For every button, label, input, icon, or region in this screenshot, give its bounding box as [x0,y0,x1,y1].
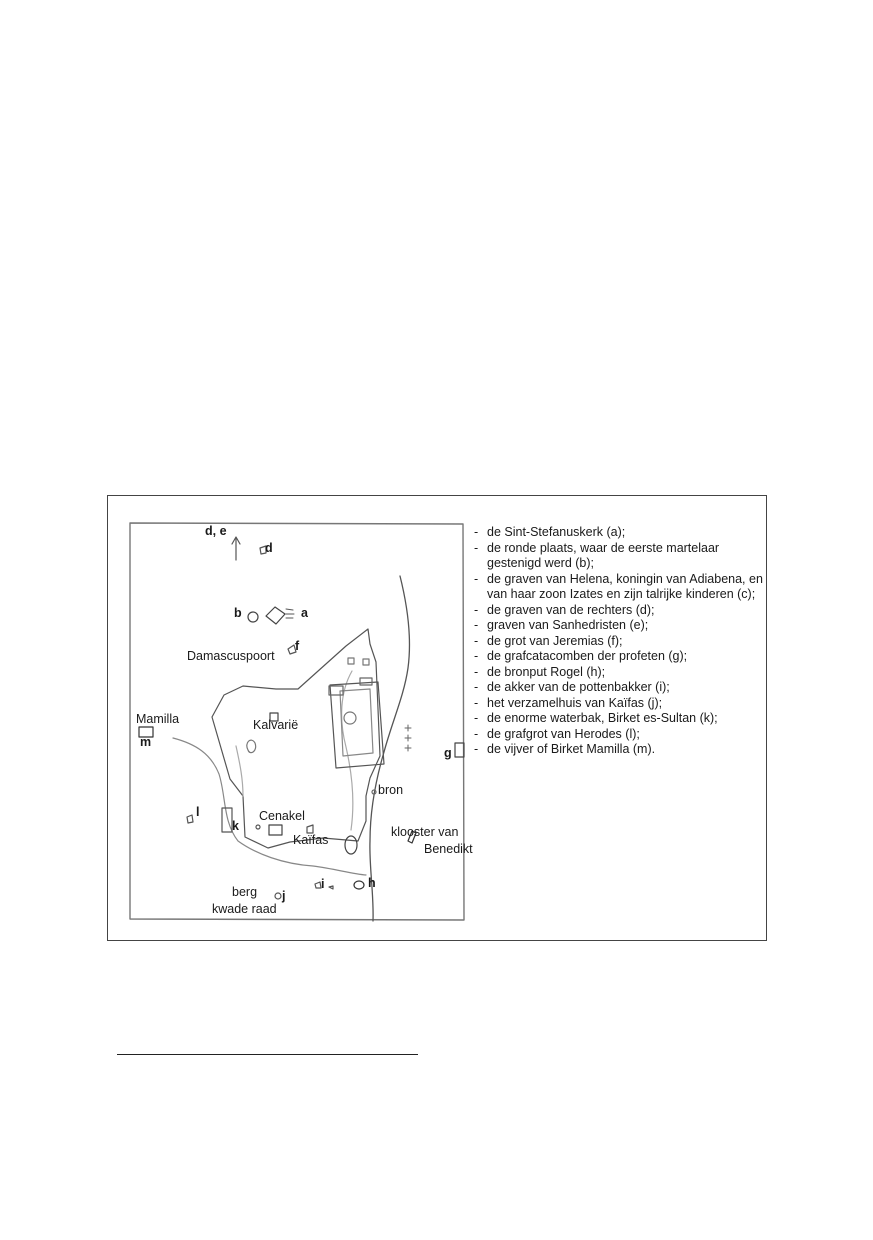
legend-item: - de graven van Helena, koningin van Adiabena, en van haar zoon Izates en zijn talrijke kinderen (c); [474,571,763,601]
map-legend [474,525,766,758]
legend-item: - de bronput Rogel (h); [474,664,606,679]
letter-d: d [265,541,273,555]
letter-a: a [301,606,308,620]
siloam-pool [345,836,357,854]
footnote-rule [117,1054,418,1055]
letter-j: j [282,889,286,903]
kaifas-marker [307,825,313,833]
tomb-g-marker [455,743,464,757]
label-kwade-raad: kwade raad [212,902,277,916]
letter-b: b [234,606,242,620]
label-kaifas: Kaïfas [293,833,329,847]
label-cenakel: Cenakel [259,809,305,823]
tomb-b-marker [248,612,258,622]
legend-item: - de akker van de pottenbakker (i); [474,680,670,694]
legend-item: - graven van Sanhedristen (e); [474,618,649,632]
label-kalvarie: Kalvarië [253,718,299,732]
label-klooster: klooster van [391,825,459,839]
building-n1 [348,658,354,664]
letter-g: g [444,746,452,760]
tomb-l-marker [187,815,193,823]
label-damascuspoort: Damascuspoort [187,649,275,663]
house-j-marker [275,893,281,899]
well-h-marker [354,881,364,889]
label-benedikt: Benedikt [424,842,473,856]
legend-item: - de ronde plaats, waar de eerste martelaar gestenigd werd (b); [474,540,720,570]
label-berg: berg [232,885,258,899]
temple-inner [340,689,373,756]
crosses [405,725,411,751]
temple-dome [344,712,356,724]
tomb-a-marker [266,607,285,624]
label-bron: bron [378,783,404,797]
letter-f: f [295,639,300,653]
legend-item: - de Sint-Stefanuskerk (a); [474,525,626,539]
temple-building-2 [360,678,372,685]
letter-h: h [368,876,376,890]
arrow-north [232,537,240,560]
letter-i: i [321,877,325,891]
label-mamilla: Mamilla [136,712,180,726]
legend-item: - de grafcatacomben der profeten (g); [474,649,688,663]
hinnom-valley [173,738,366,875]
kidron-valley [370,576,410,921]
map-figure [107,495,767,941]
building-n2 [363,659,369,665]
legend-item: - de vijver of Birket Mamilla (m). [474,742,656,756]
letter-l: l [196,805,200,819]
legend-item: - het verzamelhuis van Kaïfas (j); [474,695,663,710]
cenakel-dot [256,825,260,829]
legend-item: - de enorme waterbak, Birket es-Sultan (k); [474,711,718,725]
letter-m: m [140,735,152,749]
tomb-a-lines [286,609,294,618]
letter-k: k [232,819,239,833]
legend-item: - de grot van Jeremias (f); [474,633,623,648]
legend-item: - de grafgrot van Herodes (l); [474,726,640,741]
legend-item: - de graven van de rechters (d); [474,602,655,617]
letter-de: d, e [205,524,227,538]
sketch-marks [247,740,256,753]
cenakel-marker [269,825,282,835]
